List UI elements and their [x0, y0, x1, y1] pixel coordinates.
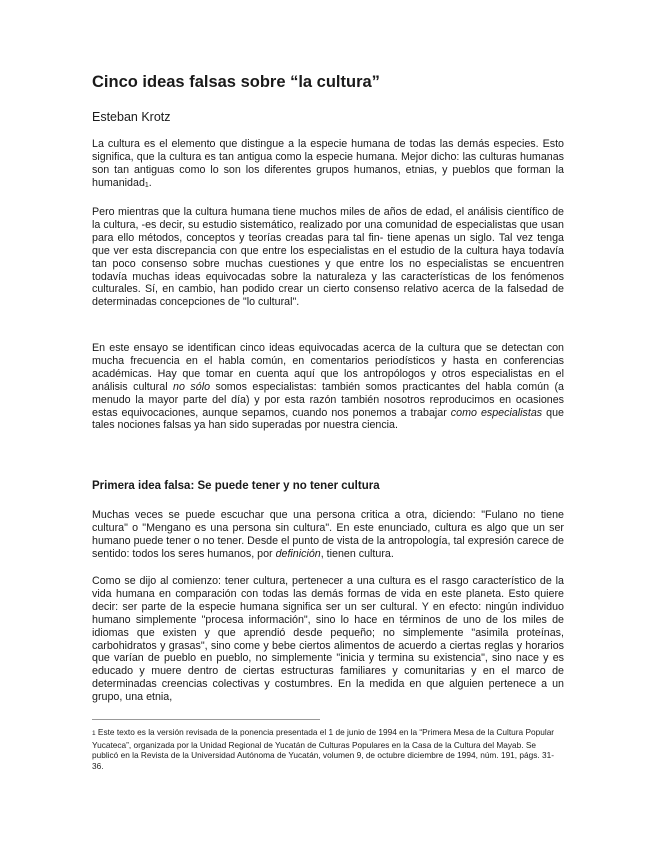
- footnote: [92, 727, 564, 771]
- document-title: Cinco ideas falsas sobre “la cultura”: [92, 73, 380, 91]
- paragraph-4-text-b: , tienen cultura.: [320, 547, 394, 560]
- paragraph-3-text-c: que tales nociones falsas ya han sido superadas por nuestra ciencia.: [92, 406, 564, 432]
- paragraph-3-text-a: En este ensayo se identifican cinco ideas equivocadas acerca de la cultura que se detectan con mucha frecuencia en el habla común, en comentarios periodísticos y hasta en conferencias académicas. Hay que tomar en cuenta aquí que los antropólogos y otros especialistas en el análisis cultural: [92, 342, 564, 393]
- footnote-reference[interactable]: 1: [144, 181, 149, 189]
- document-page: [92, 72, 564, 771]
- paragraph-2: [92, 206, 564, 309]
- section-heading-1: Primera idea falsa: Se puede tener y no tener cultura: [92, 480, 380, 492]
- section-heading-1-wrap: [92, 479, 564, 493]
- paragraph-2-text: Pero mientras que la cultura humana tiene muchos miles de años de edad, el análisis científico de la cultura, -es decir, su estudio sistemático, realizado por una comunidad de especialistas que usan para ello métodos, conceptos y teorías creadas para tal fin- tiene apenas un siglo. Tal vez tenga que ver esta discrepancia con que entre los especialistas en el estudio de la cultura haya todavía tan poco consenso sobre muchas cuestiones y que entre los no especialistas se encuentren todavía muchas ideas equivocadas sobre la naturaleza y las características de los fenómenos culturales. Sí, en cambio, han podido crear un cierto consenso relativo acerca de la falsedad de determinadas concepciones de "lo cultural".: [92, 206, 564, 309]
- paragraph-4: [92, 509, 564, 561]
- paragraph-5-text: Como se dijo al comienzo: tener cultura, pertenecer a una cultura es el rasgo característico de la vida humana en comparación con todas las demás formas de vida en este planeta. Esto quiere decir: ser parte de la especie humana significa ser un ser cultural. Y en efecto: ningún individuo humano simplemente "procesa información", sino lo hace en términos de uno de los miles de idiomas que existen y que aprendió desde pequeño; no simplemente "asimila proteínas, carbohidratos y grasas", sino come y bebe ciertos alimentos de acuerdo a ciertas reglas y horarios que varían de pueblo en pueblo, no simplemente "inicia y termina su existencia", sino nace y es educado y muere dentro de ciertas estructuras familiares y comunitarias y en el marco de determinadas creencias colectivas y costumbres. En la medida en que alguien pertenece a un grupo, una etnia,: [92, 575, 564, 704]
- paragraph-4-text-a: Muchas veces se puede escuchar que una persona critica a otra, diciendo: "Fulano no tiene cultura" o "Mengano es una persona sin cultura". En este enunciado, cultura es algo que un ser humano puede tener o no tener. Desde el punto de vista de la antropología, tal expresión carece de sentido: todos los seres humanos, por: [92, 509, 564, 560]
- paragraph-5: [92, 575, 564, 704]
- footnote-divider: [92, 719, 320, 720]
- paragraph-3-emphasis-1: no sólo: [173, 380, 211, 393]
- paragraph-3-text-b: somos especialistas: también somos practicantes del habla común (a menudo la mayor parte del día) y por esta razón también nosotros reproducimos en ocasiones estas equivocaciones, aunque sepamos, cuando nos ponemos a trabajar: [92, 380, 564, 419]
- footnote-mark: 1: [92, 730, 96, 737]
- paragraph-1-end: .: [148, 176, 152, 189]
- footnote-text: Este texto es la versión revisada de la ponencia presentada el 1 de junio de 1994 en la “Primera Mesa de la Cultura Popular Yucateca”, organizada por la Unidad Regional de Yucatán de Culturas Populares en la Casa de la Cultura del Mayab. Se publicó en la Revista de la Universidad Autónoma de Yucatán, volumen 9, de octubre diciembre de 1994, núm. 191, págs. 31-36.: [92, 727, 555, 771]
- paragraph-1-text: La cultura es el elemento que distingue a la especie humana de todas las demás especies. Esto significa, que la cultura es tan antigua como la especie humana. Mejor dicho: las culturas humanas son tan antiguas como lo son los diferentes grupos humanos, etnias, y pueblos que forman la humanidad: [92, 138, 564, 189]
- paragraph-1: [92, 138, 564, 192]
- paragraph-4-emphasis: definición: [275, 547, 321, 560]
- paragraph-3-emphasis-2: como especialistas: [450, 406, 543, 419]
- paragraph-3: [92, 342, 564, 432]
- author-name: Esteban Krotz: [92, 110, 171, 124]
